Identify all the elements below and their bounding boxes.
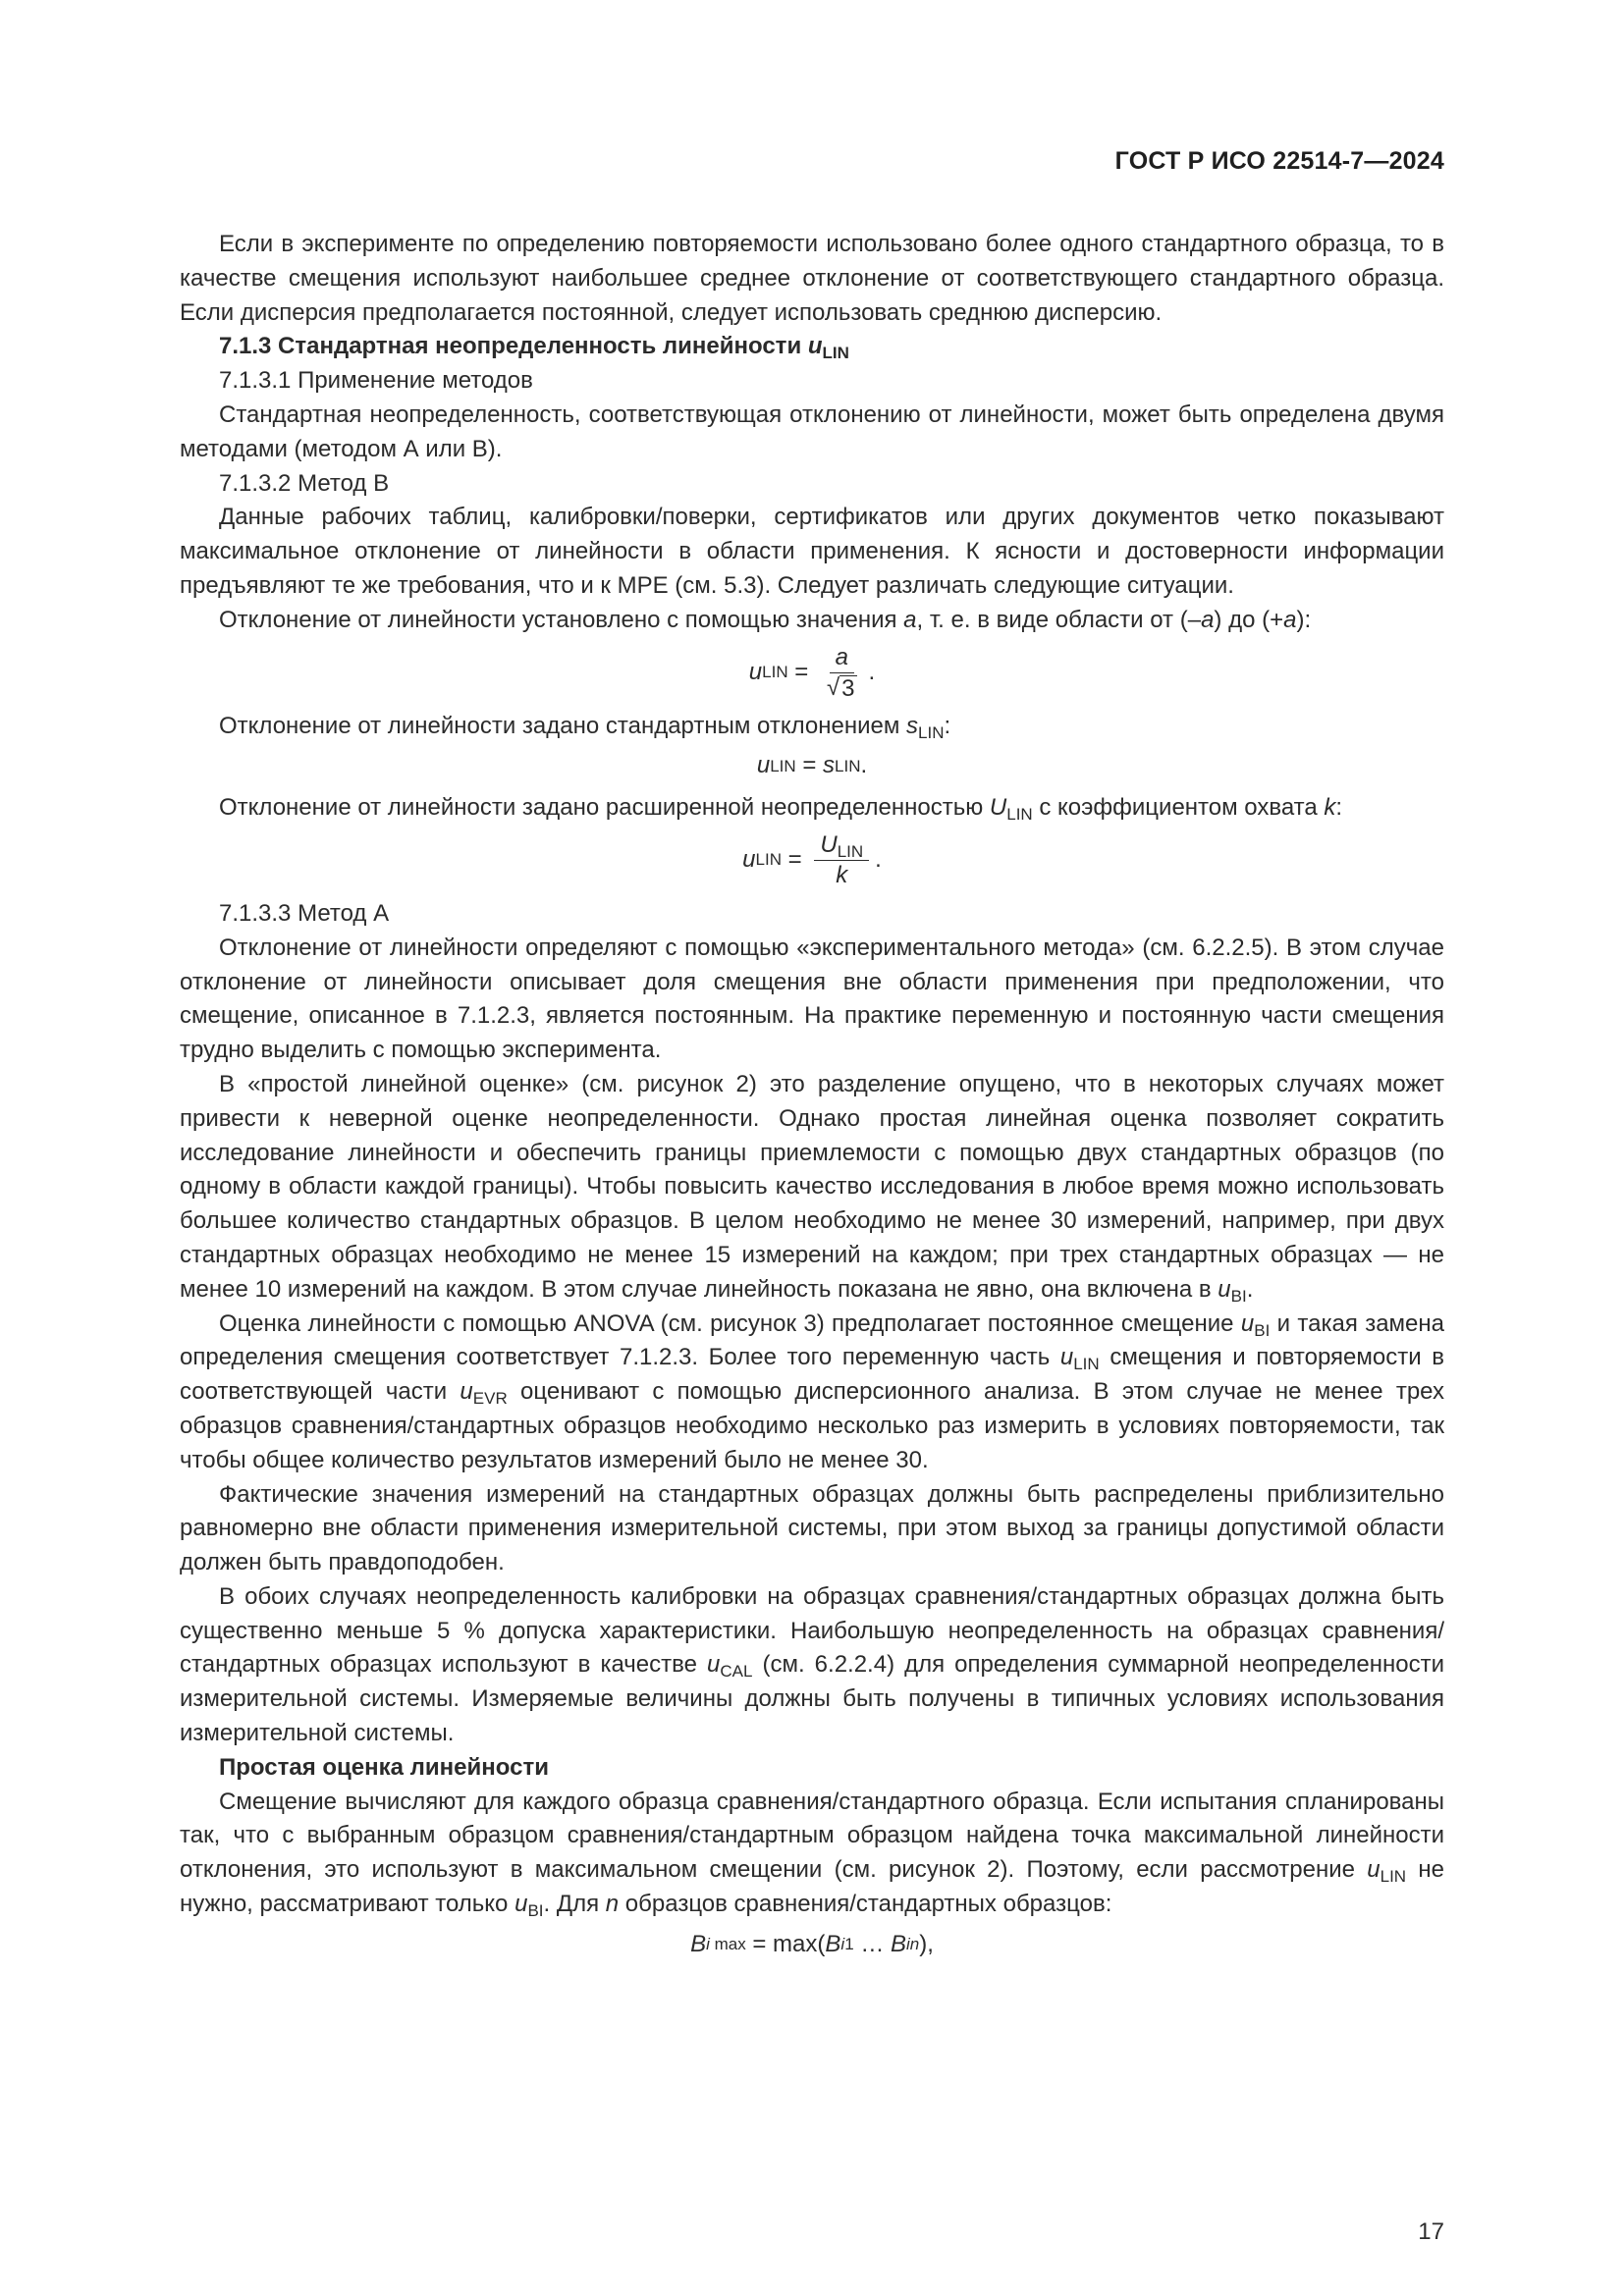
paragraph-simple-linear-estimate: В «простой линейной оценке» (см. рисунок 2) это разделение опущено, что в некоторых случаях может привести к неверной оценке неопределенности. Однако простая линейная оценка позволяет сократить исследование линейности и обеспечить границы приемлемости с помощью двух стандартных образцов (по одному в области каждой границы). Чтобы повысить качество исследования в любое время можно использовать большее количество стандартных образцов. В целом необходимо не менее 30 измерений, например, при двух стандартных образцах необходимо не менее 15 измерений на каждом; при трех стандартных образцах — не менее 10 измерений на каждом. В этом случае линейность показана не явно, она включена в $u_{BI}$.: [180, 1070, 1444, 1306]
paragraph-actual-values: Фактические значения измерений на стандартных образцах должны быть распределены приблизительно равномерно вне области применения измерительной системы, при этом выход за границы допустимой области должен быть правдоподобен.: [180, 1480, 1444, 1576]
formula-ulin-a-sqrt3: u LIN = a √ 3 .: [748, 643, 876, 702]
paragraph-repeatability: Если в эксперименте по определению повторяемости использовано более одного стандартного образца, то в качестве смещения используют наибольшее среднее отклонение от соответствующего стандартного образца. Если дисперсия предполагается постоянной, следует использовать среднюю дисперсию.: [180, 231, 1444, 326]
paragraph-bias-calculation: Смещение вычисляют для каждого образца сравнения/стандартного образца. Если испытания спланированы так, что с выбранным образцом сравнения/стандартным образцом найдена точка максимальной линейности отклонения, это используют в максимальном смещении (см. рисунок 2). Поэтому, если рассмотрение $u_{LIN}$ не нужно, рассматривают только $u_{BI}$. Для n образцов сравнения/стандартных образцов:: [180, 1788, 1444, 1921]
paragraph-method-a: Отклонение от линейности определяют с помощью «экспериментального метода» (см. 6.2.2.5). В этом случае отклонение от линейности описывает доля смещения вне области применения при предположении, что смещение, описанное в 7.1.2.3, является постоянным. На практике переменную и постоянную части смещения трудно выделить с помощью эксперимента.: [180, 934, 1444, 1064]
formula-ulin-slin: u LIN = s LIN .: [756, 752, 868, 779]
document-code-header: ГОСТ Р ИСО 22514-7—2024: [1114, 147, 1444, 175]
paragraph-linearity-range: Отклонение от линейности установлено с помощью значения a, т. е. в виде области от (–a) до (+a):: [219, 606, 1312, 633]
paragraph-calibration-uncertainty: В обоих случаях неопределенность калибровки на образцах сравнения/стандартных образцах должна быть существенно меньше 5 % допуска характеристики. Наибольшую неопределенность на образцах сравнения/стандартных образцах используют в качестве $u_{CAL}$ (см. 6.2.2.4) для определения суммарной неопределенности измерительной системы. Измеряемые величины должны быть получены в типичных условиях использования измерительной системы.: [180, 1582, 1444, 1747]
subsection-heading-7-1-3-3: 7.1.3.3 Метод А: [219, 899, 390, 927]
fraction: $\frac{U_{LIN}}{k}$: [814, 831, 869, 889]
paragraph-method-b: Данные рабочих таблиц, калибровки/поверки, сертификатов или других документов четко показывают максимальное отклонение от линейности в области применения. К ясности и достоверности информации предъявляют те же требования, что и к МРЕ (см. 5.3). Следует различать следующие ситуации.: [180, 504, 1444, 599]
page-number: 17: [1418, 2218, 1444, 2245]
paragraph-methods: Стандартная неопределенность, соответствующая отклонению от линейности, может быть определена двумя методами (методом А или В).: [180, 400, 1444, 462]
paragraph-expanded-uncertainty: Отклонение от линейности задано расширенной неопределенностью $U_{LIN}$ с коэффициентом охвата k:: [219, 794, 1343, 825]
page-body: [180, 228, 1444, 1970]
subsection-heading-7-1-3-1: 7.1.3.1 Применение методов: [219, 367, 533, 395]
paragraph-anova: Оценка линейности с помощью ANOVA (см. рисунок 3) предполагает постоянное смещение $u_{BI}$ и такая замена определения смещения соответствует 7.1.2.3. Более того переменную часть $u_{LIN}$ смещения и повторяемости в соответствующей части $u_{EVR}$ оценивают с помощью дисперсионного анализа. В этом случае не менее трех образцов сравнения/стандартных образцов необходимо несколько раз измерить в условиях повторяемости, так чтобы общее количество результатов измерений было не менее 30.: [180, 1309, 1445, 1473]
subsection-heading-7-1-3-2: 7.1.3.2 Метод В: [219, 469, 390, 497]
fraction: a √ 3: [826, 643, 855, 702]
formula-ulin-ulin-k: u LIN = $\frac{U_{LIN}}{k}$ .: [742, 830, 882, 888]
formula-bi-max: B i max = max( B i1 … B in ),: [690, 1930, 934, 1957]
paragraph-std-deviation: Отклонение от линейности задано стандартным отклонением $s_{LIN}$:: [219, 712, 951, 742]
sqrt-symbol: √ 3: [826, 673, 855, 702]
heading-simple-linearity: Простая оценка линейности: [219, 1753, 549, 1781]
section-heading-7-1-3: 7.1.3 Стандартная неопределенность линейности $u_{LIN}$: [219, 333, 849, 363]
